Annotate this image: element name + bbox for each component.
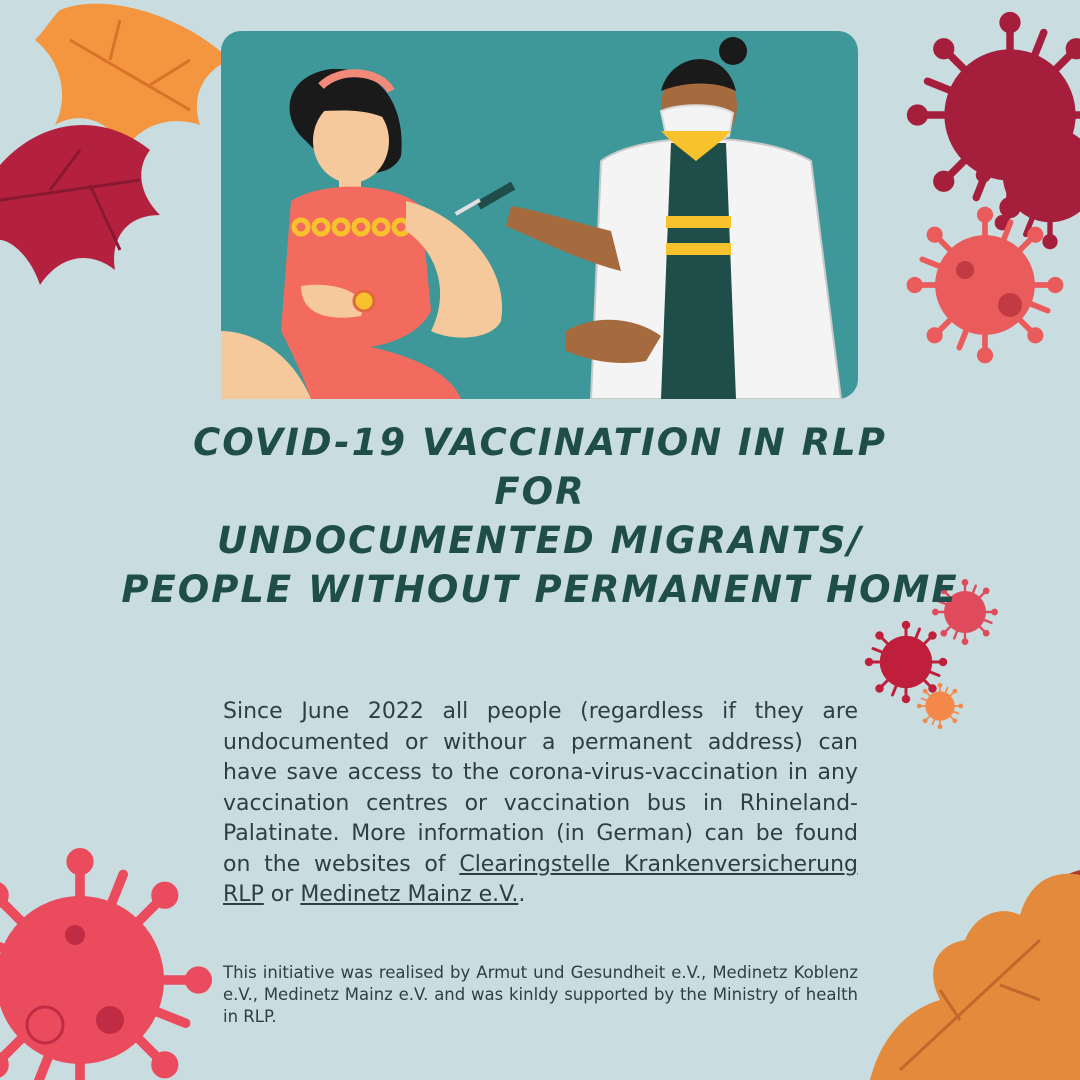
body-paragraph bbox=[223, 697, 858, 911]
title-line: FOR bbox=[494, 470, 586, 513]
body-text-after: . bbox=[518, 882, 526, 907]
poster-title bbox=[100, 418, 980, 614]
leaf-red-left bbox=[0, 125, 160, 285]
credit-text: This initiative was realised by Armut und Gesundheit e.V., Medinetz Koblenz e.V., Medinetz Mainz e.V. and was kinldy supported by the Ministry of health in RLP. bbox=[223, 963, 858, 1026]
vaccination-illustration bbox=[221, 31, 858, 399]
medinetz-mainz-link[interactable]: Medinetz Mainz e.V. bbox=[300, 882, 519, 907]
body-text-between: or bbox=[263, 882, 301, 907]
body-text-before: Since June 2022 all people (regardless if they are undocumented or withour a permanent address) can have save access to the corona-virus-vaccination in any vaccination centres or vaccination bus in Rhineland-Palatinate. More information (in German) can be found on the websites of bbox=[223, 699, 858, 877]
title-line: PEOPLE WITHOUT PERMANENT HOME bbox=[121, 568, 959, 611]
clearingstelle-link[interactable]: Clearingstelle Krankenversicherung RLP bbox=[223, 851, 858, 907]
leaf-orange-bottom-right bbox=[870, 874, 1080, 1080]
title-line: COVID-19 VACCINATION IN RLP bbox=[193, 421, 887, 464]
title-line: UNDOCUMENTED MIGRANTS/ bbox=[217, 519, 863, 562]
